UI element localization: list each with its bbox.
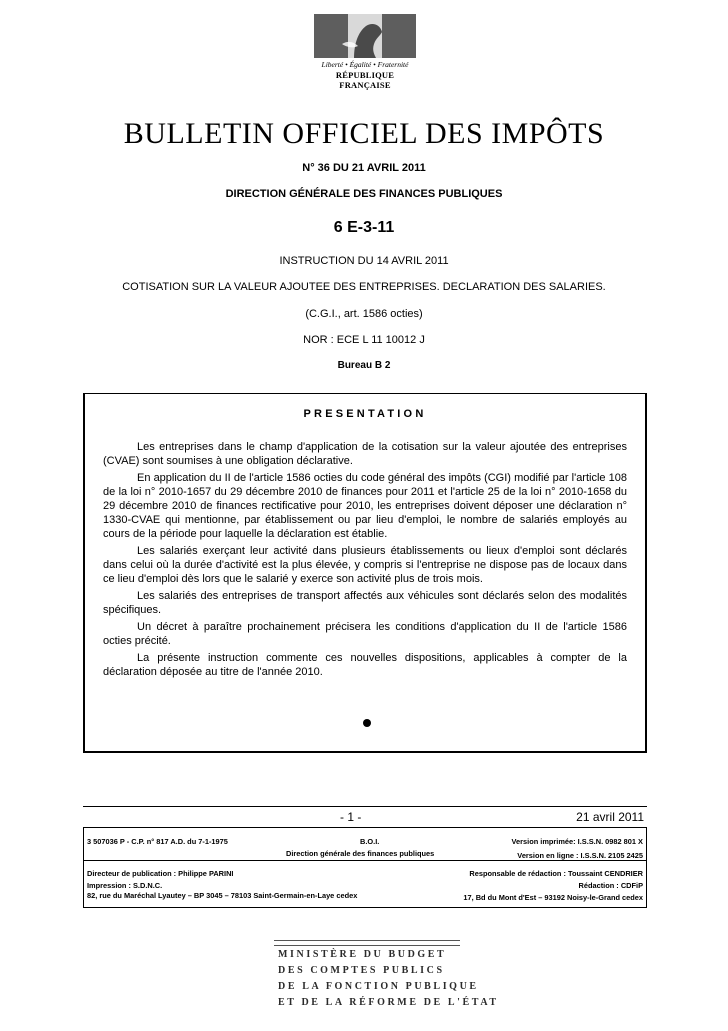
presentation-paragraph: Les entreprises dans le champ d'application de la cotisation sur la valeur ajoutée des entreprises (CVAE) sont soumises à une obligation déclarative. [103,441,627,467]
presentation-heading: PRESENTATION [303,408,427,420]
editorial-office: Rédaction : CDFiP [578,881,643,890]
issn-print: Version imprimée: I.S.S.N. 0982 801 X [511,837,643,846]
printer-address: 82, rue du Maréchal Lyautey – BP 3045 – 78103 Saint-Germain-en-Laye cedex [87,891,358,900]
direction-name: DIRECTION GÉNÉRALE DES FINANCES PUBLIQUES [225,188,503,200]
republique-francaise-logo [312,14,418,90]
nor-reference: NOR : ECE L 11 10012 J [303,334,425,346]
ministry-line: MINISTÈRE DU BUDGET [278,949,447,960]
boi-label: B.O.I. [360,837,380,846]
editor-responsible: Responsable de rédaction : Toussaint CENDRIER [469,869,643,878]
ministry-line: DES COMPTES PUBLICS [278,965,445,976]
logo-republic: RÉPUBLIQUE FRANÇAISE [335,70,395,90]
issn-online: Version en ligne : I.S.S.N. 2105 2425 [517,851,643,860]
boi-direction: Direction générale des finances publiques [286,849,435,858]
ministry-rule [274,940,460,946]
bureau-label: Bureau B 2 [337,360,391,371]
ministry-logo [274,940,499,1020]
presentation-paragraph: En application du II de l'article 1586 octies du code général des impôts (CGI) modifié par l'article 108 de la loi n° 2010-1657 du 29 décembre 2010 de finances pour 2011 et l'article 25 de la loi n° 2010-1658 du 29 décembre 2010 de finances rectificative pour 2010, les entreprises doivent déposer une déclaration n° 1330-CVAE qui mentionne, par établissement ou par lieu d'emploi, le nombre de salariés employés au cours de la période pour laquelle la déclaration est établie. [103,472,627,540]
page-number: - 1 - [340,810,362,824]
instruction-subject: COTISATION SUR LA VALEUR AJOUTEE DES ENTREPRISES. DECLARATION DES SALARIES. [122,281,606,293]
editorial-address: 17, Bd du Mont d'Est – 93192 Noisy-le-Grand cedex [463,893,643,902]
instruction-date: INSTRUCTION DU 14 AVRIL 2011 [279,255,449,267]
cgi-reference: (C.G.I., art. 1586 octies) [305,308,423,320]
publication-director: Directeur de publication : Philippe PARINI [87,869,234,878]
presentation-paragraph: La présente instruction commente ces nouvelles dispositions, applicables à compter de la déclaration déposée au titre de l'année 2010. [103,652,627,678]
publication-info-box [83,827,647,908]
presentation-box [83,393,647,753]
footer-divider [83,806,647,807]
printer-name: Impression : S.D.N.C. [87,881,163,890]
publication-info-divider [84,860,646,861]
logo-motto: Liberté • Égalité • Fraternité [321,60,409,69]
ministry-line: DE LA FONCTION PUBLIQUE [278,981,479,992]
page-date: 21 avril 2011 [576,810,644,824]
presentation-paragraph: Les salariés exerçant leur activité dans plusieurs établissements ou lieux d'emploi sont déclarés dans celui où la durée d'activité est la plus élevée, y compris si l'entreprise ne dispose pas de locaux dans ce lieu d'emploi dès lors que le salarié y exerce son activité plus de trois mois. [103,545,627,585]
instruction-code: 6 E-3-11 [333,219,395,236]
marianne-emblem-icon [314,14,416,58]
presentation-paragraph: Les salariés des entreprises de transport affectés aux véhicules sont déclarés selon des modalités spécifiques. [103,590,627,616]
bulletin-title: BULLETIN OFFICIEL DES IMPÔTS [123,117,605,150]
cppap-number: 3 507036 P - C.P. n° 817 A.D. du 7-1-1975 [87,837,228,846]
presentation-text [103,440,627,682]
bullet-icon [363,719,371,727]
presentation-paragraph: Un décret à paraître prochainement précisera les conditions d'application du II de l'article 1586 octies précité. [103,621,627,647]
ministry-line: ET DE LA RÉFORME DE L'ÉTAT [278,997,499,1008]
issue-number: N° 36 DU 21 AVRIL 2011 [302,162,426,174]
